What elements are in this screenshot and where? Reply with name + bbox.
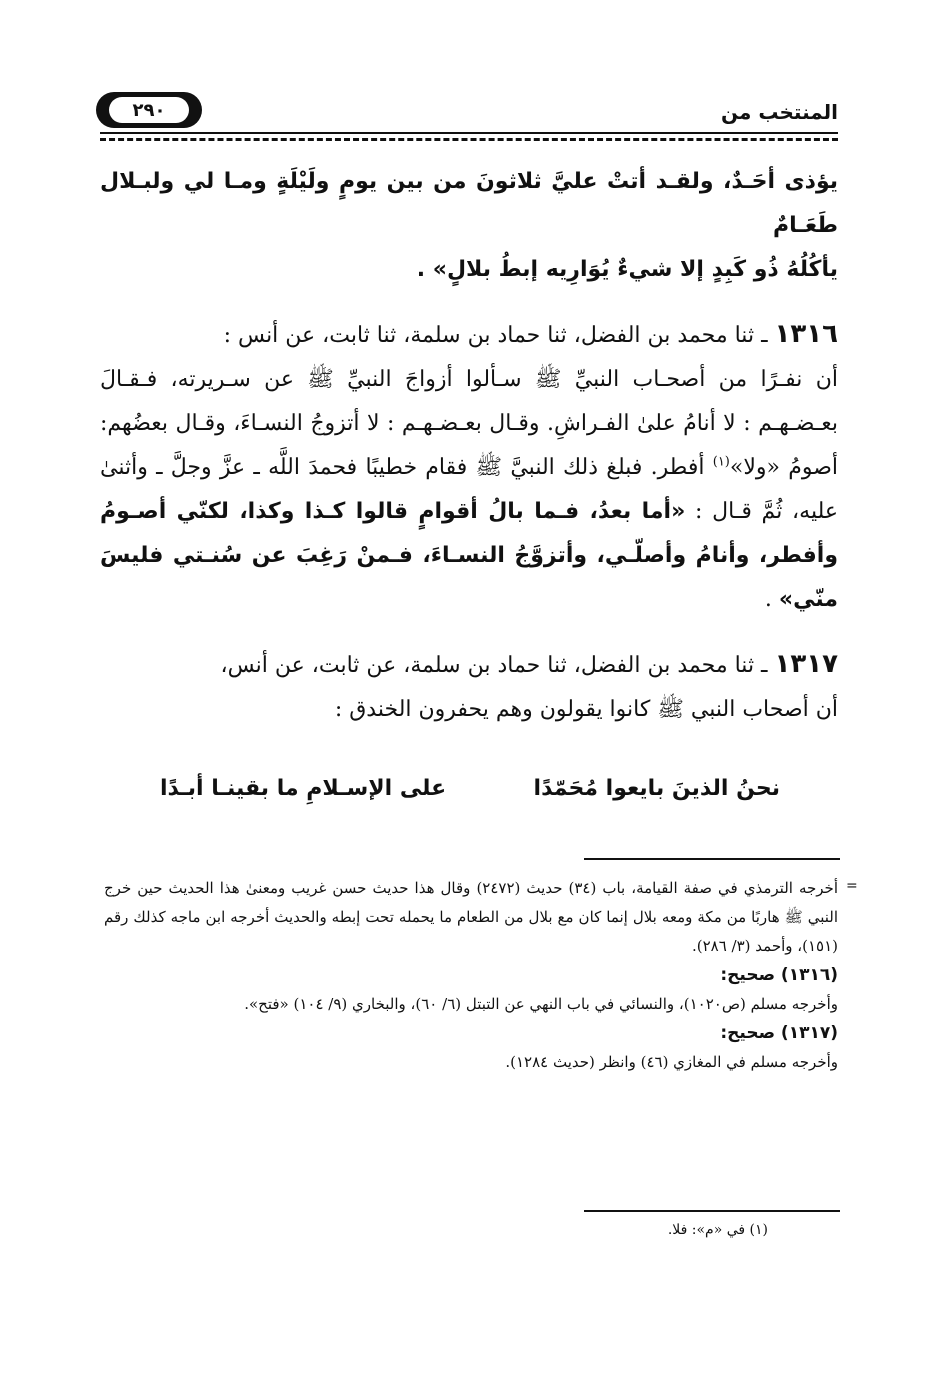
- hadith-text-1316-part1: أن نفـرًا من أصحـاب النبيِّ ﷺ سـألوا أزواجَ النبيِّ ﷺ عن سـريرته، فـقـالَ بعـضـهـم : لا أنامُ علىٰ الفـراشِ. وقـال بعـضـهـم : لا أتزوجُ النسـاءَ، وقـال بعضُهم: أصومُ «ولا»: [100, 367, 838, 480]
- page-header: [96, 86, 838, 136]
- hadith-quote-1316: «أما بعدُ، فـما بالُ أقوامٍ قالوا كـذا وكذا، لكنّي أصـومُ وأفطر، وأنامُ وأصلّـي، وأتزوَّجُ النسـاءَ، فـمنْ رَغِبَ عن سُنـتي فليسَ منّي»: [100, 499, 838, 612]
- verse-first-hemistich: نحنُ الذينَ بايعوا مُحَمّدًا: [533, 776, 780, 801]
- note-heading-1317: (١٣١٧) صحيح:: [720, 1023, 838, 1043]
- footnote-divider: [584, 1210, 840, 1212]
- note-text-1317: وأخرجه مسلم في المغازي (٤٦) وانظر (حديث ١٢٨٤).: [505, 1053, 838, 1071]
- hadith-1316: [100, 312, 838, 358]
- note-continuation: أخرجه الترمذي في صفة القيامة، باب (٣٤) حديث (٢٤٧٢) وقال هذا حديث حسن غريب ومعنىٰ هذا الحديث حين خرج النبي ﷺ هاربًا من مكة ومعه بلال إنما كان مع بلال من الطعام ما يحمله تحت إبطه والحديث أخرجه ابن ماجه كذلك رقم (١٥١)، وأحمد (٣/ ٢٨٦).: [104, 879, 838, 955]
- footnote-ref-1: (١): [712, 454, 730, 470]
- hadith-number-1316: ١٣١٦: [774, 319, 838, 349]
- verse-second-hemistich: على الإسـلامِ ما بقينـا أبـدًا: [160, 776, 447, 801]
- notes-divider: [584, 858, 840, 860]
- hadith-end-1316: .: [764, 587, 779, 612]
- intro-line-2: يأكُلُهُ ذُو كَبِدٍ إلا شيءٌ يُوَارِيه إبطُ بلالٍ» .: [416, 257, 838, 282]
- running-title: المنتخب من: [720, 100, 838, 124]
- footnote-1: (١) في «م»: فلا.: [667, 1222, 768, 1238]
- notes-continuation-marker: =: [846, 878, 858, 894]
- hadith-isnad-1317: ـ ثنا محمد بن الفضل، ثنا حماد بن سلمة، عن ثابت، عن أنس،: [220, 653, 768, 678]
- hadith-isnad-1316: ـ ثنا محمد بن الفضل، ثنا حماد بن سلمة، ثنا ثابت، عن أنس :: [223, 323, 768, 348]
- hadith-text-1317: أن أصحاب النبي ﷺ كانوا يقولون وهم يحفرون الخندق :: [334, 697, 838, 722]
- hadith-number-1317: ١٣١٧: [774, 649, 838, 679]
- takhrij-notes: [104, 874, 838, 1077]
- intro-line-1: يؤذى أحَـدٌ، ولقـد أتتْ عليَّ ثلاثونَ من بين يومٍ ولَيْلَةٍ ومـا لي ولبـلال طَعَـامٌ: [100, 169, 838, 238]
- page-number: ٢٩٠: [109, 97, 189, 123]
- note-heading-1316: (١٣١٦) صحيح:: [720, 965, 838, 985]
- hadith-text-1316: [100, 358, 838, 622]
- poetry-verse: [160, 776, 780, 801]
- hadith-1317: [100, 642, 838, 688]
- header-divider: [100, 132, 838, 142]
- page-number-badge: [96, 92, 202, 128]
- hadith-text-1316-part2: أفطر. فبلغ ذلك النبيَّ ﷺ فقام خطيبًا فحمدَ اللَّه ـ عزَّ وجلَّ ـ وأثنىٰ عليه، ثُمَّ قـال :: [100, 455, 838, 524]
- note-text-1316: وأخرجه مسلم (ص١٠٢٠)، والنسائي في باب النهي عن التبتل (٦/ ٦٠)، والبخاري (٩/ ١٠٤) «فتح».: [244, 995, 838, 1013]
- main-text: [100, 160, 838, 732]
